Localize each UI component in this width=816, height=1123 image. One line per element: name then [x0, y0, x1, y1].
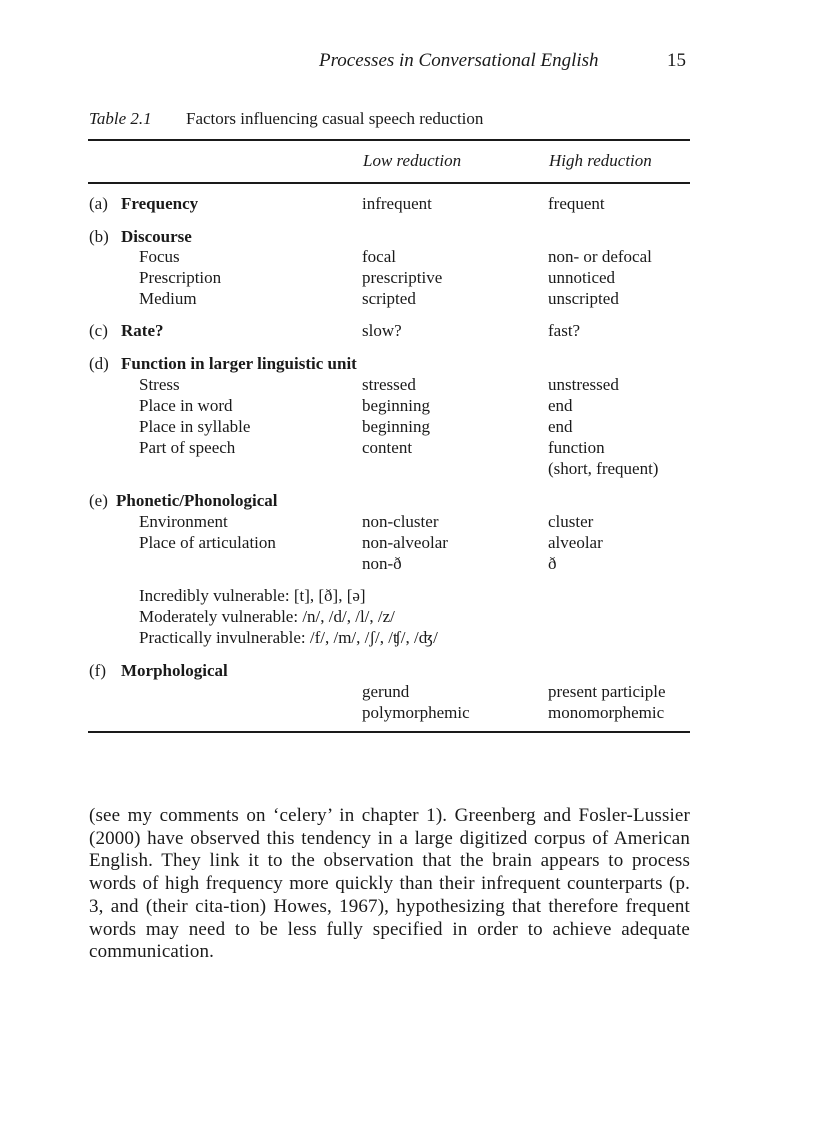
low-value: non-cluster — [362, 512, 439, 531]
low-value: infrequent — [362, 194, 432, 213]
high-value: unscripted — [548, 289, 619, 308]
table-caption-text: Factors influencing casual speech reduction — [186, 109, 484, 128]
high-value: unstressed — [548, 375, 619, 394]
low-value: stressed — [362, 375, 416, 394]
low-value: content — [362, 438, 413, 457]
row-label-a: (a) — [89, 194, 108, 213]
running-header-title: Processes in Conversational English — [319, 50, 599, 71]
sub-factor-label: Part of speech — [139, 438, 236, 457]
table-header-rule — [88, 182, 690, 184]
low-value: focal — [362, 247, 396, 266]
sub-factor-label: Environment — [139, 512, 228, 531]
low-value: scripted — [362, 289, 416, 308]
factor-frequency: Frequency — [121, 194, 199, 213]
column-header-high-reduction: High reduction — [549, 151, 652, 170]
row-label-d: (d) — [89, 354, 109, 373]
high-value-note: (short, frequent) — [548, 459, 659, 478]
table-bottom-rule — [88, 731, 690, 733]
high-value: ð — [548, 554, 557, 573]
vulnerability-note: Incredibly vulnerable: [t], [ð], [ə] — [139, 586, 366, 605]
low-value: gerund — [362, 682, 410, 701]
sub-factor-label: Medium — [139, 289, 197, 308]
high-value: end — [548, 417, 573, 436]
sub-factor-label: Stress — [139, 375, 180, 394]
low-value: non-alveolar — [362, 533, 448, 552]
low-value: beginning — [362, 396, 430, 415]
row-label-f: (f) — [89, 661, 106, 680]
page-number: 15 — [667, 50, 686, 71]
column-header-low-reduction: Low reduction — [363, 151, 462, 170]
factor-function: Function in larger linguistic unit — [121, 354, 357, 373]
body-paragraph: (see my comments on ‘celery’ in chapter 1). Greenberg and Fosler-Lussier (2000) have observed this tendency in a large digitized corpus of American English. They link it to the observation that the brain appears to process words of high frequency more quickly than their infrequent counterparts (p. 3, and (their cita-tion) Howes, 1967), hypothesizing that therefore frequent words may need to be less fully specified in order to achieve adequate communication. — [89, 805, 690, 963]
row-label-e: (e) — [89, 491, 108, 510]
high-value: monomorphemic — [548, 703, 665, 722]
sub-factor-label: Place in word — [139, 396, 233, 415]
sub-factor-label: Place in syllable — [139, 417, 251, 436]
high-value: end — [548, 396, 573, 415]
high-value: cluster — [548, 512, 594, 531]
sub-factor-label: Place of articulation — [139, 533, 276, 552]
low-value: slow? — [362, 321, 402, 340]
low-value: prescriptive — [362, 268, 443, 287]
low-value: non-ð — [362, 554, 402, 573]
high-value: function — [548, 438, 605, 457]
sub-factor-label: Prescription — [139, 268, 222, 287]
row-label-c: (c) — [89, 321, 108, 340]
low-value: polymorphemic — [362, 703, 470, 722]
vulnerability-note: Practically invulnerable: /f/, /m/, /ʃ/, /ʧ/, /ʤ/ — [139, 628, 438, 647]
table-caption-label: Table 2.1 — [89, 109, 152, 128]
factor-discourse: Discourse — [121, 227, 192, 246]
factor-morphological: Morphological — [121, 661, 228, 680]
low-value: beginning — [362, 417, 430, 436]
high-value: frequent — [548, 194, 605, 213]
table-top-rule — [88, 139, 690, 141]
high-value: present participle — [548, 682, 666, 701]
high-value: fast? — [548, 321, 581, 340]
vulnerability-note: Moderately vulnerable: /n/, /d/, /l/, /z/ — [139, 607, 395, 626]
factor-phonetic: Phonetic/Phonological — [116, 491, 278, 510]
high-value: non- or defocal — [548, 247, 652, 266]
sub-factor-label: Focus — [139, 247, 180, 266]
high-value: alveolar — [548, 533, 603, 552]
row-label-b: (b) — [89, 227, 109, 246]
high-value: unnoticed — [548, 268, 616, 287]
factor-rate: Rate? — [121, 321, 164, 340]
